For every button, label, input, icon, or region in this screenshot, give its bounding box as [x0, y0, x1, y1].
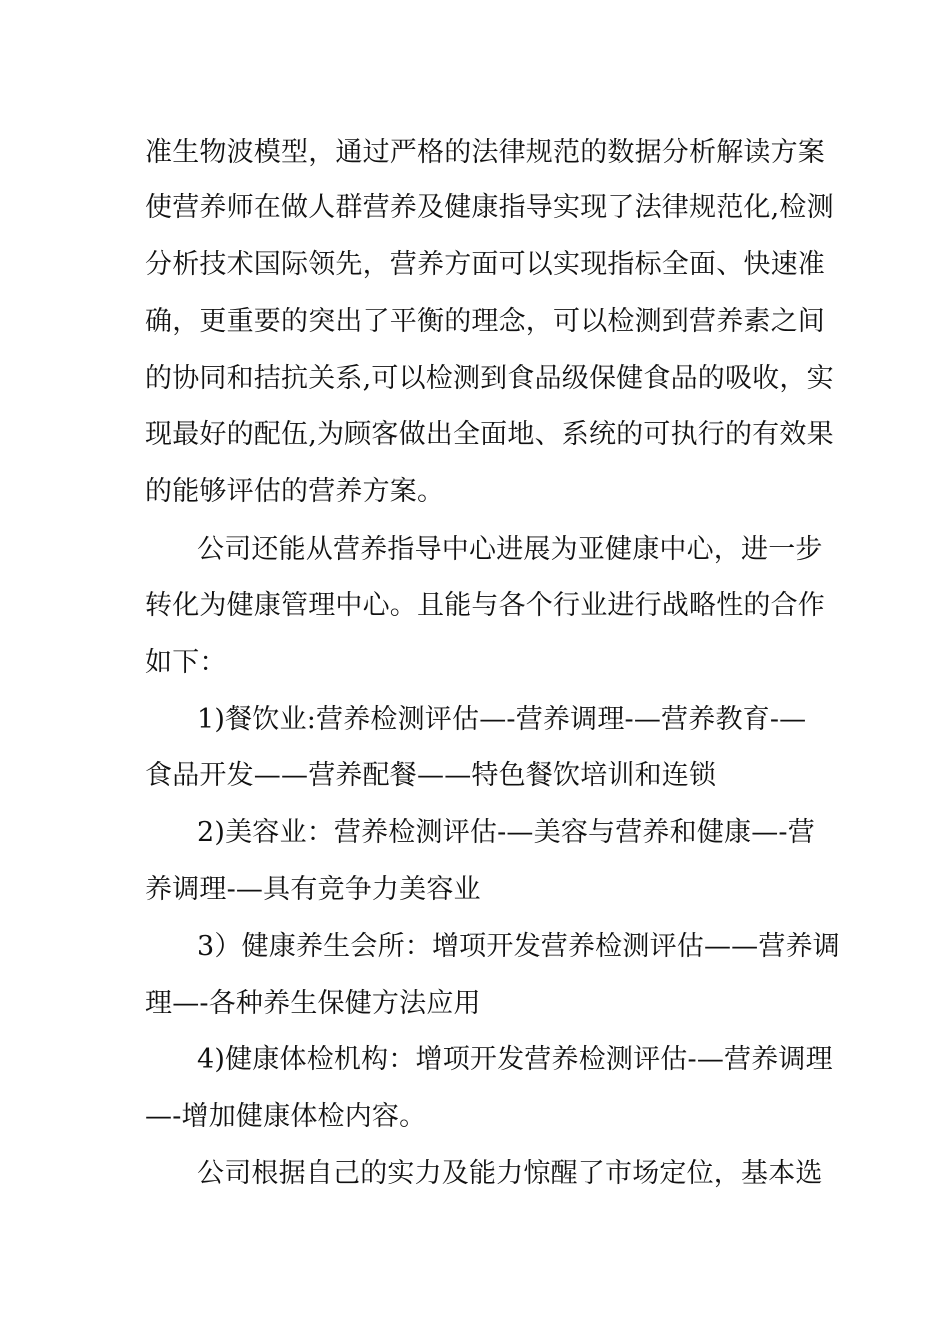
- text-line: 的协同和拮抗关系,可以检测到食品级保健食品的吸收，实: [145, 363, 834, 394]
- list-item-4: 4)健康体检机构：增项开发营养检测评估-—营养调理: [197, 1044, 833, 1075]
- text-line: 如下：: [145, 647, 227, 678]
- text-line: 养调理-—具有竞争力美容业: [145, 874, 481, 905]
- paragraph-first-line: 公司还能从营养指导中心进展为亚健康中心，进一步: [197, 534, 823, 565]
- text-line: 理—-各种养生保健方法应用: [145, 988, 481, 1019]
- text-line: 分析技术国际领先，营养方面可以实现指标全面、快速准: [145, 249, 825, 280]
- text-line: —-增加健康体检内容。: [145, 1101, 427, 1132]
- paragraph-first-line: 公司根据自己的实力及能力惊醒了市场定位，基本选: [197, 1158, 823, 1189]
- text-line: 转化为健康管理中心。且能与各个行业进行战略性的合作: [145, 590, 825, 621]
- text-line: 确，更重要的突出了平衡的理念，可以检测到营养素之间: [145, 306, 825, 337]
- list-item-1: 1)餐饮业:营养检测评估—-营养调理-—营养教育-—: [197, 704, 807, 735]
- text-line: 使营养师在做人群营养及健康指导实现了法律规范化,检测: [145, 192, 834, 223]
- text-line: 准生物波模型，通过严格的法律规范的数据分析解读方案: [145, 137, 825, 168]
- text-line: 现最好的配伍,为顾客做出全面地、系统的可执行的有效果: [145, 419, 834, 450]
- list-item-3: 3）健康养生会所：增项开发营养检测评估——营养调: [197, 931, 840, 962]
- text-line: 的能够评估的营养方案。: [145, 476, 445, 507]
- text-line: 食品开发——营养配餐——特色餐饮培训和连锁: [145, 760, 717, 791]
- list-item-2: 2)美容业：营养检测评估-—美容与营养和健康—-营: [197, 817, 815, 848]
